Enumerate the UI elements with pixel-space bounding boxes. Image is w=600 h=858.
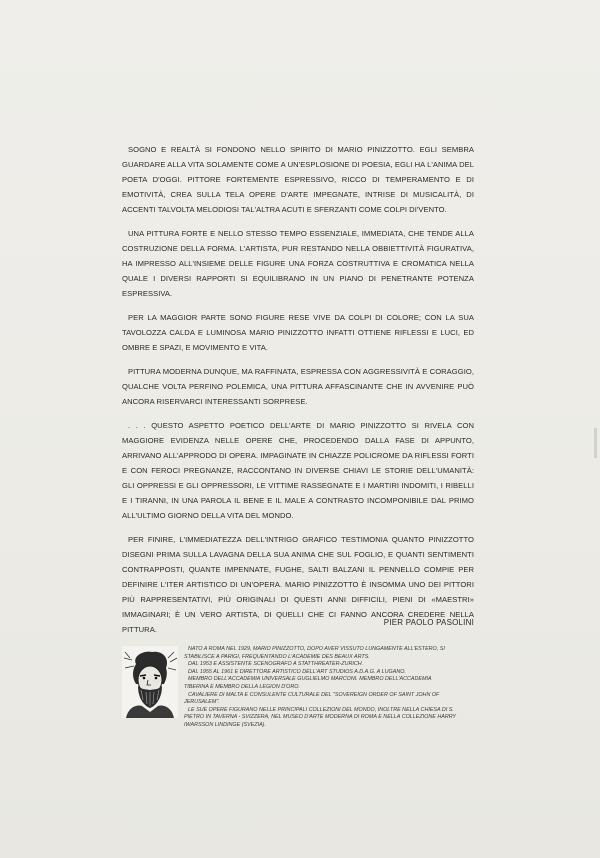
bio-line: DAL 1953 È ASSISTENTE SCENOGRAFO A STATTHREATER-ZURICH. — [188, 661, 364, 668]
bio-line: CAVALIERE DI MALTA E CONSULENTE CULTURALE DEL "SOVEREIGN ORDER OF SAINT JOHN OF — [188, 691, 440, 698]
bio-line: PIETRO IN TAVERNA - SVIZZERA, NEL MUSEO D'ARTE MODERNA DI ROMA E NELLA COLLEZIONE HARRY — [184, 714, 457, 721]
bio-line: LE SUE OPERE FIGURANO NELLE PRINCIPALI COLLEZIONI DEL MONDO, INOLTRE NELLA CHIESA DI S. — [188, 706, 454, 713]
paragraph-3: PER LA MAGGIOR PARTE SONO FIGURE RESE VIVE DA COLPI DI COLORE; CON LA SUA TAVOLOZZA CALDA E LUMINOSA MARIO PINIZZOTTO INFATTI OTTIENE RIFLESSI E LUCI, ED OMBRE E SPAZI, E MOVIMENTO E VITA. — [122, 313, 474, 352]
bio-line: TIBERINA E MEMBRO DELLA LEGION D'ORO. — [184, 683, 300, 690]
bio-line: STABILISCE A PARIGI, FREQUENTANDO L'ACADÉMIE DES BEAUX ARTS. — [184, 653, 370, 660]
artist-bio — [122, 646, 476, 726]
bio-line: NATO A ROMA NEL 1929, MARIO PINIZZOTTO, DOPO AVER VISSUTO LUNGAMENTE ALL'ESTERO, SI — [188, 646, 445, 652]
paragraph-1: SOGNO E REALTÀ SI FONDONO NELLO SPIRITO DI MARIO PINIZZOTTO. EGLI SEMBRA GUARDARE ALLA VITA SOLAMENTE COME A UN'ESPLOSIONE DI POESIA, EGLI HA L'ANIMA DEL POETA D'OGGI. PITTORE FORTEMENTE ESPRESSIVO, RICCO DI TEMPERAMENTO E DI EMOTIVITÀ, CREA SULLA TELA OPERE D'ARTE IMPEGNATE, INTRISE DI MUSICALITÀ, DI ACCENTI TALVOLTA MELODIOSI TAL'ALTRA ACUTI E SFERZANTI COME COLPI DI'VENTO. — [122, 145, 474, 214]
bio-line: DAL 1955 AL 1961 È DIRETTORE ARTISTICO DELL'ART STUDIOS A.D.A.G. A LUGANO. — [188, 668, 406, 675]
bio-line: JERUSALEM". — [184, 699, 220, 706]
artist-portrait-image — [122, 646, 178, 718]
paper-edge-mark — [594, 428, 597, 458]
paragraph-2: UNA PITTURA FORTE E NELLO STESSO TEMPO ESSENZIALE, IMMEDIATA, CHE TENDE ALLA COSTRUZIONE DELLA FORMA. L'ARTISTA, PUR RESTANDO NELLA OBBIETTIVITÀ FIGURATIVA, HA IMPRESSO ALL'INSIEME DELLE FIGURE UNA FORZA COSTRUTTIVA E CROMATICA NELLA QUALE I DIVERSI RAPPORTI SI EQUILIBRANO IN UN PIANO DI PENETRANTE POTENZA ESPRESSIVA. — [122, 229, 474, 298]
paragraph-4: PITTURA MODERNA DUNQUE, MA RAFFINATA, ESPRESSA CON AGGRESSIVITÀ E CORAGGIO, QUALCHE VOLTA PERFINO POLEMICA, UNA PITTURA AFFASCINANTE CHE IN AVVENIRE PUÒ ANCORA RISERVARCI INTERESSANTI SORPRESE. — [122, 367, 474, 406]
essay-body — [122, 142, 474, 646]
artist-bio-text — [184, 646, 476, 730]
paragraph-5: . . . QUESTO ASPETTO POETICO DELL'ARTE DI MARIO PINIZZOTTO SI RIVELA CON MAGGIORE EVIDENZA NELLE OPERE CHE, PROCEDENDO DALLA FASE DI APPUNTO, ARRIVANO ALL'APPRODO DI OPERA. IMPAGINATE IN CHIAZZE POLICROME DA RIFLESSI FORTI E CON FEROCI PREGNANZE, RACCONTANO IN DIVERSE CHIAVI LE STORIE DELL'UMANITÀ: GLI OPPRESSI E GLI OPPRESSORI, LE VITTIME RASSEGNATE E I MARTIRI INDOMITI, I RIBELLI E I TIRANNI, IN UNA PAROLA IL BENE E IL MALE A CONTRASTO INCOMPONIBILE DAL PRIMO ALL'ULTIMO GIORNO DELLA VITA DEL MONDO. — [122, 421, 474, 520]
bio-line: IWARSSON LINDINGE (SVEZIA). — [184, 721, 266, 728]
author-signature: PIER PAOLO PASOLINI — [383, 618, 474, 627]
paragraph-6: PER FINIRE, L'IMMEDIATEZZA DELL'INTRIGO GRAFICO TESTIMONIA QUANTO PINIZZOTTO DISEGNI PRIMA SULLA LAVAGNA DELLA SUA ANIMA CHE SUL FOGLIO, E QUANTI SENTIMENTI CONTRAPPOSTI, QUANTE IMPENNATE, FUGHE, SALTI BALZANI IL PENNELLO COMPIE PER DEFINIRE L'ITER ARTISTICO DI UN'OPERA. MARIO PINIZZOTTO È INSOMMA UNO DEI PITTORI PIÙ RAPPRESENTATIVI, PIÙ ORIGINALI DI QUESTI ANNI DIFFICILI, PIENI DI «MAESTRI» IMMAGINARI; È UN VERO ARTISTA, DI QUELLI CHE CI FANNO ANCORA CREDERE NELLA PITTURA. — [122, 535, 474, 634]
bio-line: MEMBRO DELL'ACCADEMIA UNIVERSALE GUGLIELMO MARCONI. MEMBRO DELL'ACCADEMIA — [188, 676, 432, 683]
